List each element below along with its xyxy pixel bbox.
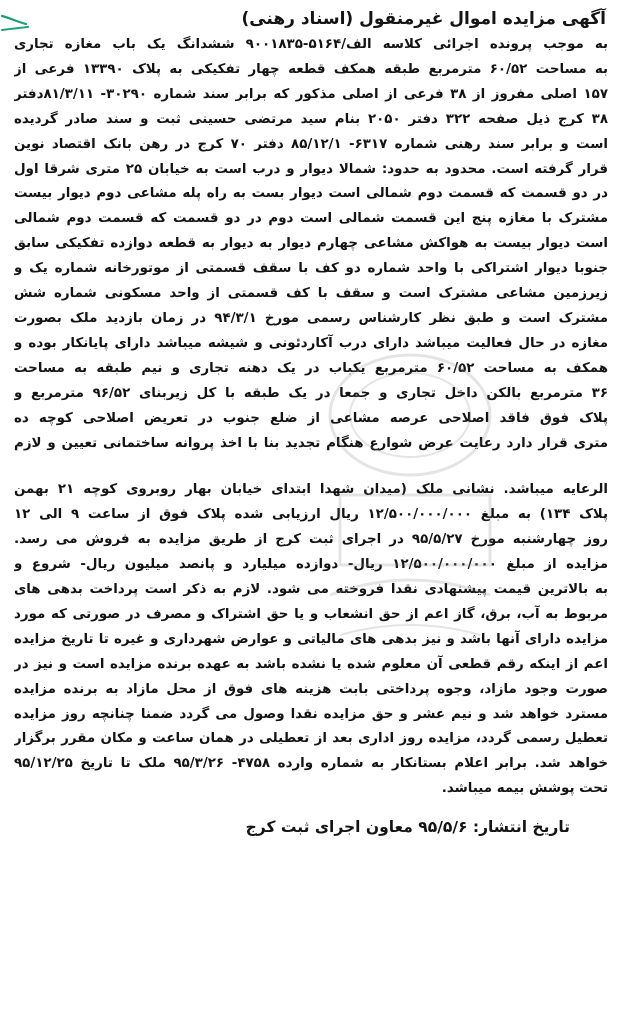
publication-footer: تاریخ انتشار: ۹۵/۵/۶ معاون اجرای ثبت کرج [245,818,570,837]
body-line: تحت پوشش بیمه میباشد. [441,781,608,797]
body-line: مشترک است و طبق نظر کارشناس رسمی مورخ ۹۴/۳/۱ در زمان بازدید ملک بصورت [14,310,608,326]
body-line: مشترک با مغازه پنج این قسمت شمالی است دوم در دو قسمت که قسمت دوم شمالی [14,211,608,227]
body-line: پلاک ۱۳۴) به مبلغ ۱۲/۵۰۰/۰۰۰/۰۰۰ ریال ارزیابی شده پلاک فوق از ساعت ۹ الی ۱۲ [14,507,608,523]
body-line: متری قرار دارد رعایت عرض شوارع هنگام تجدید بنا با اخذ پروانه ساختمانی تعیین و لازم [14,435,608,451]
body-line: مربوط به آب، برق، گاز اعم از حق انشعاب و یا حق اشتراک و مصرف در صورتی که مورد [14,606,608,622]
notice-title: آگهی مزایده اموال غیرمنقول (اسناد رهنی) [241,9,606,29]
body-line: روز چهارشنبه مورخ ۹۵/۵/۲۷ در اجرای ثبت کرج از طریق مزایده به فروش می رسد. [14,532,608,548]
body-line: مزایده از مبلغ ۱۲/۵۰۰/۰۰۰/۰۰۰ ریال- دوازده میلیارد و پانصد میلیون ریال- شروع و [14,557,608,573]
body-line: صورت وجود مازاد، وجوه پرداختی بابت هزینه های فوق از محل مازاد به برنده مزایده [14,681,608,697]
pen-mark-icon [0,12,30,36]
faded-stamp-icon [300,335,520,665]
body-line: زیرزمین مشاعی مشترک است و سقف با کف قسمتی از واحد مسکونی شماره شش [14,286,608,302]
body-line: خواهد شد. برابر اعلام بستانکار به شماره وارده ۴۷۵۸- ۹۵/۳/۲۶ ملک تا تاریخ ۹۵/۱۲/۲۵ [14,756,608,772]
body-line: در دو قسمت که قسمت دوم شمالی است دیوار بست به راه پله مشاعی دوم دیوار بیست [14,186,608,202]
body-line: به بالاترین قیمت پیشنهادی نقدا فروخته می شود. لازم به ذکر است پرداخت بدهی های [14,582,608,598]
body-line: مزایده دارای آنها باشد و نیز بدهی های مالیاتی و عوارض شهرداری و غیره تا تاریخ مزایده [14,631,608,647]
body-line: به موجب پرونده اجرائی کلاسه الف/۵۱۶۴-۹۰۰۱۸۳۵ ششدانگ یک باب مغازه تجاری [14,37,608,52]
body-line: تعطیل رسمی گردد، مزایده روز اداری بعد از تعطیلی در همان ساعت و مکان مقرر برگزار [14,731,608,747]
body-line: است دیوار بیست به هواکش مشاعی چهارم دیوار به دیوار به قطعه دوازده تفکیکی سابق [14,236,608,252]
body-line: به مساحت ۶۰/۵۲ مترمربع طبقه همکف قطعه چهار تفکیکی به پلاک ۱۳۳۹۰ فرعی از [14,61,608,77]
body-line: ۳۸ کرج ذیل صفحه ۳۲۲ دفتر ۲۰۵۰ بنام سید مرتضی حسینی ثبت و سند صادر گردیده [14,111,608,127]
body-line: همکف به مساحت ۶۰/۵۲ مترمربع یکباب در یک دهنه تجاری و نیم طبقه به مساحت [14,360,608,376]
body-line: پلاک فوق فاقد اصلاحی عرصه مشاعی از ضلع جنوب در تعریض اصلاحی کوچه ده [14,410,608,426]
body-line: ۳۶ مترمربع بالکن داخل تجاری و جمعا در یک طبقه با کل زیربنای ۹۶/۵۲ مترمربع و [14,385,608,401]
body-line: الرعایه میباشد. نشانی ملک (میدان شهدا ابتدای خیابان بهار روبروی کوچه ۲۱ بهمن [14,482,608,498]
body-line: قرار گرفته است. محدود به حدود: شمالا دیوار و درب است به خیابان ۲۵ متری شرقا اول [14,161,608,177]
body-line: ۱۵۷ اصلی مفروز از ۳۸ فرعی از اصلی مذکور که برابر سند شماره ۳۰۲۹۰- ۸۱/۳/۱۱دفتر [14,86,608,102]
body-line: اعم از اینکه رقم قطعی آن معلوم شده یا نشده باشد به عهده برنده مزایده است و نیز در [14,656,608,672]
body-line: جنوبا دیوار اشتراکی با واحد شماره دو کف با سقف قسمتی از موتورخانه شماره یک و [14,261,608,277]
body-line: مغازه در حال فعالیت میباشد دارای درب آکاردئونی و شیشه میباشد دارای پایانکار بوده و [14,335,608,351]
body-line: است و برابر سند رهنی شماره ۶۳۱۷- ۸۵/۱۲/۱ دفتر ۷۰ کرج در رهن بانک اقتصاد نوین [14,136,608,152]
body-line: مسترد خواهد شد و نیم عشر و حق مزایده نقدا وصول می گردد ضمنا چنانچه روز مزایده [14,706,608,722]
